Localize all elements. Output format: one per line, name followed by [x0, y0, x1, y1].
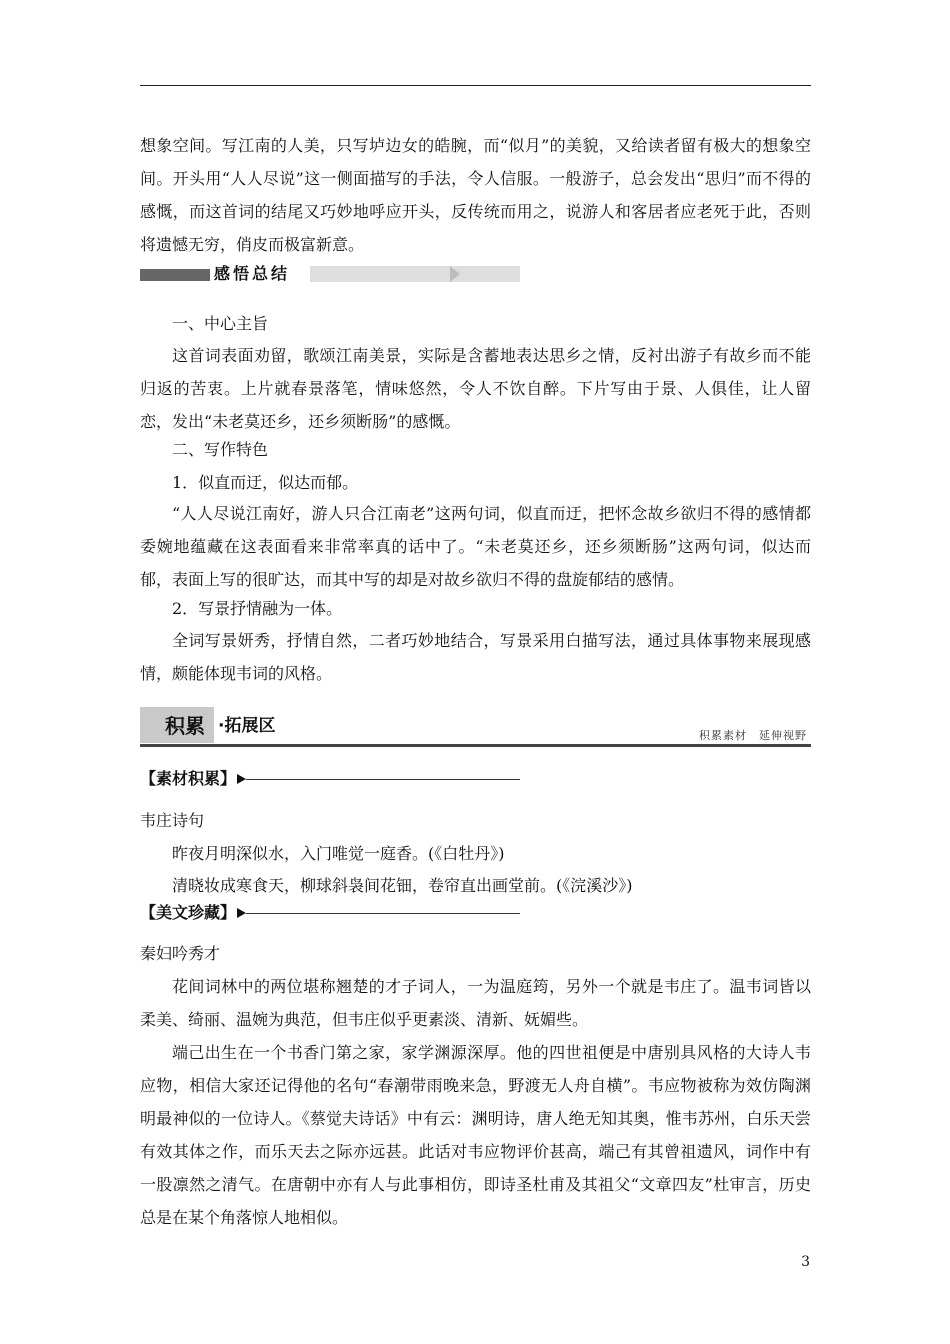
- summary-paragraph-theme: 这首词表面劝留，歌颂江南美景，实际是含蓄地表达思乡之情，反衬出游子有故乡而不能归返的苦衷。上片就春景落笔，情味悠然，令人不饮自醉。下片写由于景、人俱佳，让人留恋，发出“未老莫还乡，还乡须断肠”的感慨。: [140, 346, 811, 431]
- section-title-summary: 感悟总结: [214, 264, 291, 283]
- section-banner-extension: [140, 705, 811, 747]
- summary-heading-theme: 一、中心主旨: [172, 314, 269, 333]
- subhead-rule: [246, 913, 520, 914]
- continuation-paragraph: 想象空间。写江南的人美，只写垆边女的皓腕，而“似月”的美貌，又给读者留有极大的想象空间。开头用“人人尽说”这一侧面描写的手法，令人信服。一般游子，总会发出“思归”而不得的感慨，而这首词的结尾又巧妙地呼应开头，反传统而用之，说游人和客居者应老死于此，否则将遗憾无穷，俏皮而极富新意。: [140, 136, 811, 254]
- section-title-extension: ·拓展区: [218, 716, 276, 736]
- section-banner-summary: [140, 265, 520, 283]
- material-line-1: 昨夜月明深似水，入门唯觉一庭香。(《白牡丹》): [172, 844, 505, 863]
- subhead-material: [140, 769, 520, 789]
- subhead-essay-label: 【美文珍藏】: [140, 903, 237, 922]
- feature-point-1: 1．似直而迂，似达而郁。: [172, 473, 359, 492]
- subhead-essay: [140, 903, 520, 923]
- banner-arrow-icon: [450, 266, 460, 282]
- banner-light-bar: [310, 266, 520, 282]
- page-number: 3: [801, 1254, 810, 1270]
- essay-heading: 秦妇吟秀才: [140, 944, 221, 963]
- feature-point-2: 2．写景抒情融为一体。: [172, 599, 343, 618]
- header-rule: [140, 85, 811, 86]
- triangle-right-icon: [237, 908, 246, 918]
- section-title-accumulate: 积累: [165, 714, 205, 738]
- banner-dark-bar: [140, 269, 210, 281]
- section-banner-caption: 积累素材 延伸视野: [699, 729, 807, 742]
- material-heading: 韦庄诗句: [140, 811, 205, 830]
- material-line-2: 清晓妆成寒食天，柳球斜袅间花钿，卷帘直出画堂前。(《浣溪沙》): [172, 876, 633, 895]
- essay-paragraph-2: 端己出生在一个书香门第之家，家学渊源深厚。他的四世祖便是中唐别具风格的大诗人韦应物，相信大家还记得他的名句“春潮带雨晚来急，野渡无人舟自横”。韦应物被称为效仿陶渊明最神似的一位诗人。《蔡觉夫诗话》中有云：渊明诗，唐人绝无知其奥，惟韦苏州，白乐天尝有效其体之作，而乐天去之际亦远甚。此话对韦应物评价甚高，端己有其曾祖遗风，词作中有一股凛然之清气。在唐朝中亦有人与此事相仿，即诗圣杜甫及其祖父“文章四友”杜审言，历史总是在某个角落惊人地相似。: [140, 1043, 811, 1227]
- subhead-material-label: 【素材积累】: [140, 769, 237, 788]
- summary-heading-features: 二、写作特色: [172, 440, 269, 459]
- feature-paragraph-2: 全词写景妍秀，抒情自然，二者巧妙地结合，写景采用白描写法，通过具体事物来展现感情，颇能体现韦词的风格。: [140, 631, 811, 683]
- essay-paragraph-1: 花间词林中的两位堪称翘楚的才子词人，一为温庭筠，另外一个就是韦庄了。温韦词皆以柔美、绮丽、温婉为典范，但韦庄似乎更素淡、清新、妩媚些。: [140, 977, 811, 1029]
- banner-bottom-rule: [140, 744, 811, 747]
- triangle-right-icon: [237, 774, 246, 784]
- feature-paragraph-1: “人人尽说江南好，游人只合江南老”这两句词，似直而迂，把怀念故乡欲归不得的感情都委婉地蕴藏在这表面看来非常率真的话中了。“未老莫还乡，还乡须断肠”这两句词，似达而郁，表面上写的很旷达，而其中写的却是对故乡欲归不得的盘旋郁结的感情。: [140, 504, 811, 589]
- subhead-rule: [246, 779, 520, 780]
